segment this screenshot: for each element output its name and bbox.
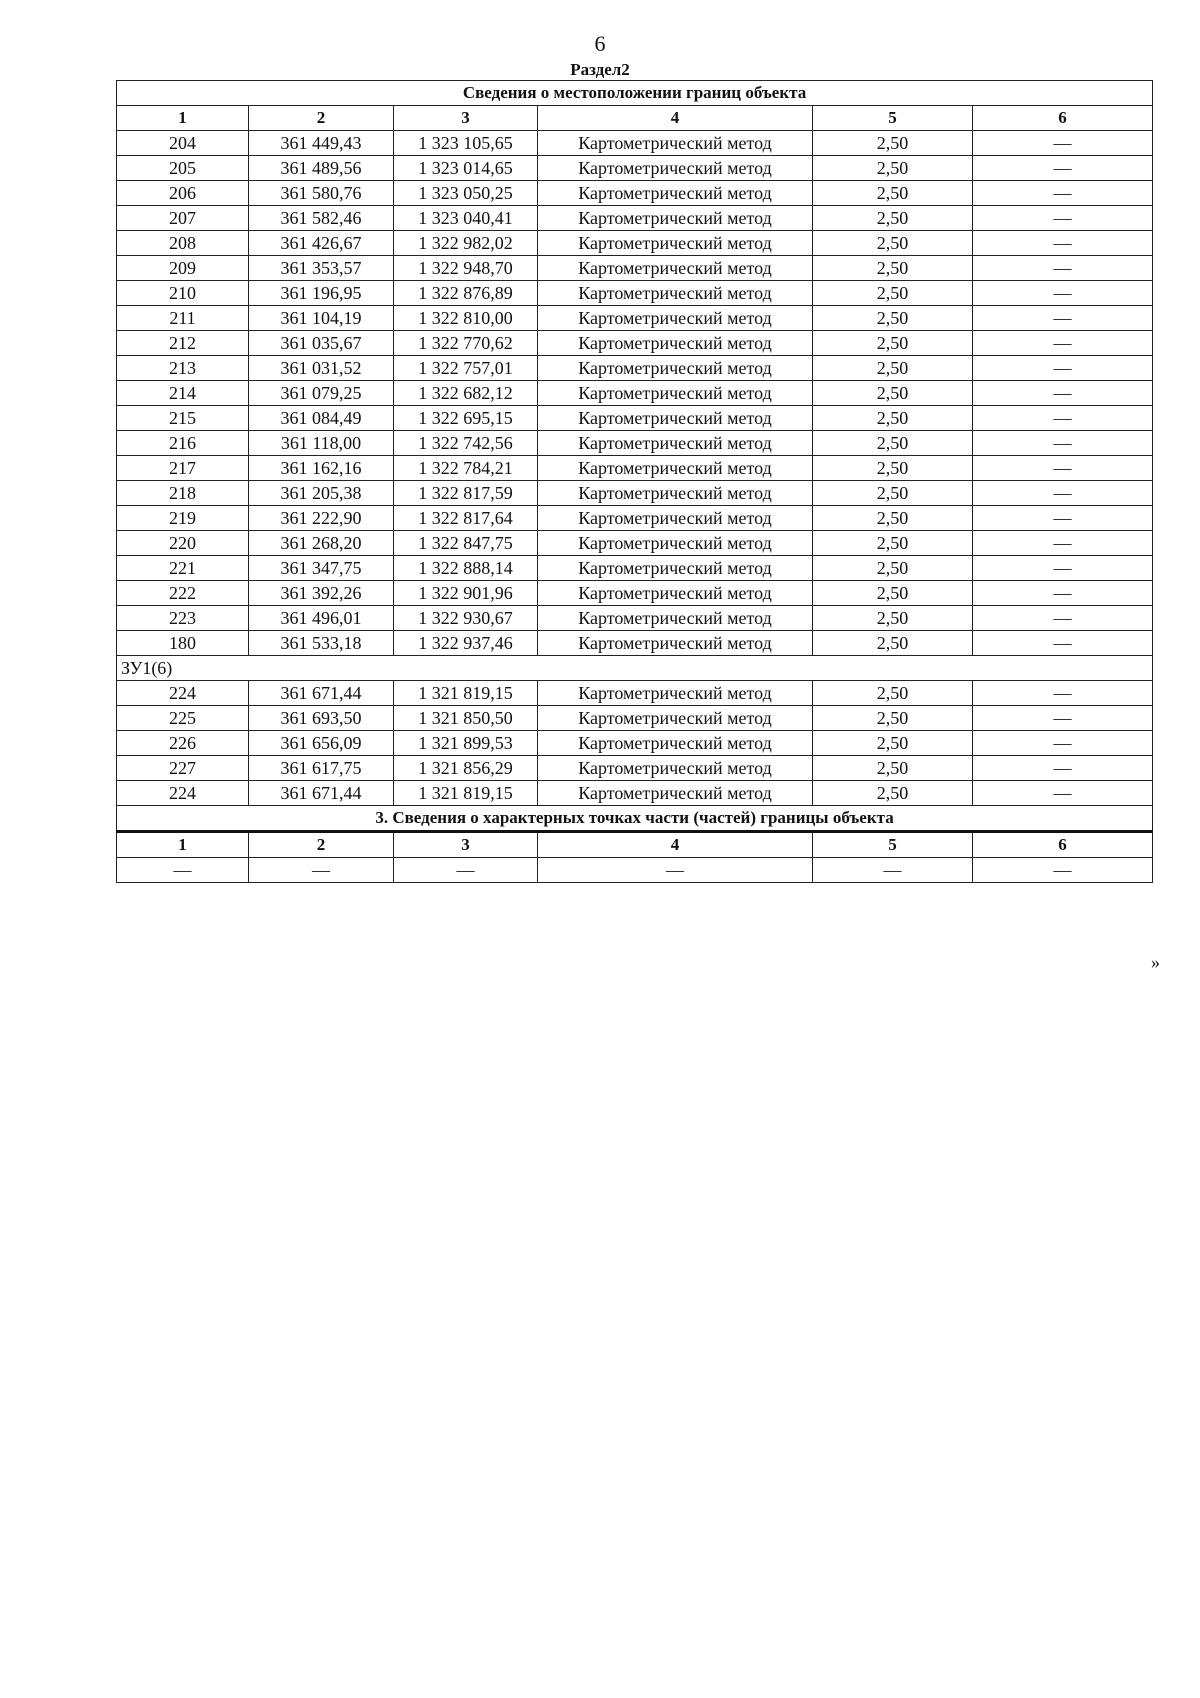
table-cell: 361 580,76	[249, 181, 394, 206]
section-title: Раздел2	[570, 60, 630, 79]
table-row	[117, 556, 1153, 581]
table-cell: 1 322 810,00	[394, 306, 538, 331]
table-cell: 361 392,26	[249, 581, 394, 606]
table-cell: 1 322 847,75	[394, 531, 538, 556]
table-row	[117, 731, 1153, 756]
table-cell: 2,50	[813, 506, 973, 531]
table-cell: 361 449,43	[249, 131, 394, 156]
table-cell: 2,50	[813, 731, 973, 756]
table-cell: 2,50	[813, 681, 973, 706]
table-row	[117, 181, 1153, 206]
table-cell: 1 321 850,50	[394, 706, 538, 731]
table-row	[117, 506, 1153, 531]
table-cell: 1	[117, 832, 249, 858]
table-row	[117, 281, 1153, 306]
section3-caption: 3. Сведения о характерных точках части (частей) границы объекта	[117, 806, 1153, 832]
table-cell: 361 162,16	[249, 456, 394, 481]
table-cell: 1 322 757,01	[394, 356, 538, 381]
table-cell: 1 323 014,65	[394, 156, 538, 181]
table-cell: 2,50	[813, 531, 973, 556]
table-cell: Картометрический метод	[538, 456, 813, 481]
table-cell: 361 196,95	[249, 281, 394, 306]
table-cell: —	[973, 406, 1153, 431]
table-cell: —	[813, 858, 973, 883]
table-row	[117, 756, 1153, 781]
table-cell: Картометрический метод	[538, 156, 813, 181]
table-cell: 205	[117, 156, 249, 181]
table-cell: 361 489,56	[249, 156, 394, 181]
table-cell: 1 322 682,12	[394, 381, 538, 406]
table-row	[117, 206, 1153, 231]
table-cell: 361 205,38	[249, 481, 394, 506]
table-cell: —	[973, 581, 1153, 606]
table-cell: 217	[117, 456, 249, 481]
table-cell: 225	[117, 706, 249, 731]
table-cell: 361 035,67	[249, 331, 394, 356]
section3-caption-row	[117, 806, 1153, 832]
table-cell: Картометрический метод	[538, 356, 813, 381]
table-cell: —	[973, 231, 1153, 256]
table-cell: Картометрический метод	[538, 756, 813, 781]
table-cell: 2,50	[813, 606, 973, 631]
table-cell: 1 322 982,02	[394, 231, 538, 256]
table-row	[117, 606, 1153, 631]
table-row	[117, 631, 1153, 656]
column-header: 6	[973, 106, 1153, 131]
table-cell: —	[973, 506, 1153, 531]
table-cell: 2,50	[813, 706, 973, 731]
table-cell: 361 222,90	[249, 506, 394, 531]
table-cell: 361 347,75	[249, 556, 394, 581]
table-cell: 204	[117, 131, 249, 156]
table-row	[117, 156, 1153, 181]
table-cell: 215	[117, 406, 249, 431]
table-cell: 2,50	[813, 256, 973, 281]
table-cell: 1 322 876,89	[394, 281, 538, 306]
table-cell: 219	[117, 506, 249, 531]
closing-quote: »	[1151, 952, 1160, 972]
table-cell: 361 582,46	[249, 206, 394, 231]
table-cell: 361 671,44	[249, 681, 394, 706]
table-cell: —	[538, 858, 813, 883]
table-cell: 2,50	[813, 281, 973, 306]
table-cell: 1 322 784,21	[394, 456, 538, 481]
table-cell: —	[973, 858, 1153, 883]
table-cell: Картометрический метод	[538, 581, 813, 606]
table-cell: 213	[117, 356, 249, 381]
table-cell: 2,50	[813, 131, 973, 156]
table-cell: —	[973, 681, 1153, 706]
table-cell: —	[973, 456, 1153, 481]
table-cell: 1 322 937,46	[394, 631, 538, 656]
table-cell: —	[249, 858, 394, 883]
table-cell: 1 322 770,62	[394, 331, 538, 356]
table-cell: 180	[117, 631, 249, 656]
table-cell: 208	[117, 231, 249, 256]
table-row	[117, 431, 1153, 456]
table-cell: —	[973, 706, 1153, 731]
table-cell: 1 321 899,53	[394, 731, 538, 756]
column-header: 5	[813, 106, 973, 131]
table-cell: Картометрический метод	[538, 381, 813, 406]
table-cell: 2,50	[813, 206, 973, 231]
table-row	[117, 858, 1153, 883]
table-cell: 2,50	[813, 331, 973, 356]
table-cell: Картометрический метод	[538, 556, 813, 581]
table-cell: —	[973, 281, 1153, 306]
table-cell: —	[973, 331, 1153, 356]
column-header: 3	[394, 106, 538, 131]
table-cell: Картометрический метод	[538, 531, 813, 556]
table-cell: 361 671,44	[249, 781, 394, 806]
table-cell: 361 533,18	[249, 631, 394, 656]
table-cell: 2,50	[813, 581, 973, 606]
table-cell: —	[973, 556, 1153, 581]
table-row	[117, 481, 1153, 506]
table-cell: 216	[117, 431, 249, 456]
section3-header-row	[117, 832, 1153, 858]
table-cell: 1 321 856,29	[394, 756, 538, 781]
table-row	[117, 381, 1153, 406]
table-cell: 222	[117, 581, 249, 606]
table-row	[117, 356, 1153, 381]
table-cell: 206	[117, 181, 249, 206]
table-cell: 2,50	[813, 181, 973, 206]
table-cell: 2,50	[813, 356, 973, 381]
table-cell: Картометрический метод	[538, 781, 813, 806]
table-cell: Картометрический метод	[538, 281, 813, 306]
table-cell: 2,50	[813, 381, 973, 406]
table-cell: 223	[117, 606, 249, 631]
table-cell: —	[973, 756, 1153, 781]
table-cell: 210	[117, 281, 249, 306]
table-cell: —	[973, 531, 1153, 556]
table-cell: Картометрический метод	[538, 481, 813, 506]
table-cell: 361 617,75	[249, 756, 394, 781]
table-cell: Картометрический метод	[538, 431, 813, 456]
table-cell: 221	[117, 556, 249, 581]
table-row	[117, 456, 1153, 481]
table-cell: 1 322 948,70	[394, 256, 538, 281]
table-cell: 1 321 819,15	[394, 681, 538, 706]
table-cell: —	[973, 306, 1153, 331]
table-cell: 212	[117, 331, 249, 356]
table-cell: 220	[117, 531, 249, 556]
table-cell: 2,50	[813, 156, 973, 181]
table-cell: 1 323 050,25	[394, 181, 538, 206]
table-cell: Картометрический метод	[538, 231, 813, 256]
column-header-row	[117, 106, 1153, 131]
table-cell: 361 104,19	[249, 306, 394, 331]
table-cell: 361 079,25	[249, 381, 394, 406]
table-caption: Сведения о местоположении границ объекта	[117, 81, 1153, 106]
table-cell: Картометрический метод	[538, 306, 813, 331]
table-cell: —	[973, 356, 1153, 381]
table-row	[117, 306, 1153, 331]
table-cell: 226	[117, 731, 249, 756]
table-cell: —	[973, 256, 1153, 281]
table-cell: 1 322 695,15	[394, 406, 538, 431]
table-row	[117, 256, 1153, 281]
table-row	[117, 781, 1153, 806]
table-cell: 2,50	[813, 456, 973, 481]
table-cell: 224	[117, 681, 249, 706]
table-cell: 361 268,20	[249, 531, 394, 556]
column-header: 2	[249, 106, 394, 131]
table-cell: 2,50	[813, 406, 973, 431]
table-cell: 1 323 040,41	[394, 206, 538, 231]
table-cell: Картометрический метод	[538, 606, 813, 631]
table-cell: 361 353,57	[249, 256, 394, 281]
table-cell: 361 656,09	[249, 731, 394, 756]
table-row	[117, 231, 1153, 256]
table-cell: —	[973, 781, 1153, 806]
table-cell: 1 323 105,65	[394, 131, 538, 156]
table-cell: 1 322 817,59	[394, 481, 538, 506]
group-row	[117, 656, 1153, 681]
table-cell: Картометрический метод	[538, 256, 813, 281]
table-row	[117, 406, 1153, 431]
table-cell: Картометрический метод	[538, 206, 813, 231]
table-cell: Картометрический метод	[538, 181, 813, 206]
table-cell: 361 426,67	[249, 231, 394, 256]
table-cell: —	[973, 131, 1153, 156]
table-cell: 2,50	[813, 631, 973, 656]
table-row	[117, 681, 1153, 706]
table-cell: —	[973, 631, 1153, 656]
column-header: 4	[538, 106, 813, 131]
table-row	[117, 706, 1153, 731]
group-label: ЗУ1(6)	[117, 656, 1153, 681]
table-cell: 361 118,00	[249, 431, 394, 456]
table-cell: 2,50	[813, 231, 973, 256]
table-cell: Картометрический метод	[538, 331, 813, 356]
table-row	[117, 581, 1153, 606]
table-cell: 2	[249, 832, 394, 858]
table-cell: —	[973, 431, 1153, 456]
table-cell: 1 322 901,96	[394, 581, 538, 606]
table-cell: 2,50	[813, 306, 973, 331]
table-cell: 361 496,01	[249, 606, 394, 631]
table-cell: 361 084,49	[249, 406, 394, 431]
table-cell: 209	[117, 256, 249, 281]
table-cell: —	[973, 381, 1153, 406]
table-cell: 361 031,52	[249, 356, 394, 381]
table-cell: 227	[117, 756, 249, 781]
table-cell: Картометрический метод	[538, 406, 813, 431]
table-cell: 3	[394, 832, 538, 858]
table-cell: 207	[117, 206, 249, 231]
table-row	[117, 131, 1153, 156]
table-cell: 2,50	[813, 556, 973, 581]
table-cell: Картометрический метод	[538, 681, 813, 706]
table-cell: 1 322 817,64	[394, 506, 538, 531]
table-cell: Картометрический метод	[538, 731, 813, 756]
table-cell: —	[117, 858, 249, 883]
table-cell: Картометрический метод	[538, 506, 813, 531]
table-cell: 2,50	[813, 481, 973, 506]
table-cell: 214	[117, 381, 249, 406]
page-number: 6	[594, 31, 606, 56]
table-cell: 224	[117, 781, 249, 806]
table-cell: 2,50	[813, 431, 973, 456]
column-header: 1	[117, 106, 249, 131]
table-cell: Картометрический метод	[538, 131, 813, 156]
table-cell: —	[973, 206, 1153, 231]
table-cell: 2,50	[813, 756, 973, 781]
table-cell: —	[973, 181, 1153, 206]
table-cell: 211	[117, 306, 249, 331]
table-cell: 218	[117, 481, 249, 506]
table-cell: 6	[973, 832, 1153, 858]
table-cell: —	[973, 481, 1153, 506]
table-cell: —	[394, 858, 538, 883]
table-cell: Картометрический метод	[538, 631, 813, 656]
table-cell: 1 322 888,14	[394, 556, 538, 581]
table-cell: —	[973, 606, 1153, 631]
table-cell: 4	[538, 832, 813, 858]
table-cell: 1 321 819,15	[394, 781, 538, 806]
table-cell: 1 322 930,67	[394, 606, 538, 631]
table-cell: 361 693,50	[249, 706, 394, 731]
table-cell: —	[973, 731, 1153, 756]
table-cell: 5	[813, 832, 973, 858]
table-cell: —	[973, 156, 1153, 181]
coordinates-table	[116, 80, 1153, 883]
table-cell: 1 322 742,56	[394, 431, 538, 456]
table-row	[117, 331, 1153, 356]
table-row	[117, 531, 1153, 556]
table-cell: Картометрический метод	[538, 706, 813, 731]
table-cell: 2,50	[813, 781, 973, 806]
